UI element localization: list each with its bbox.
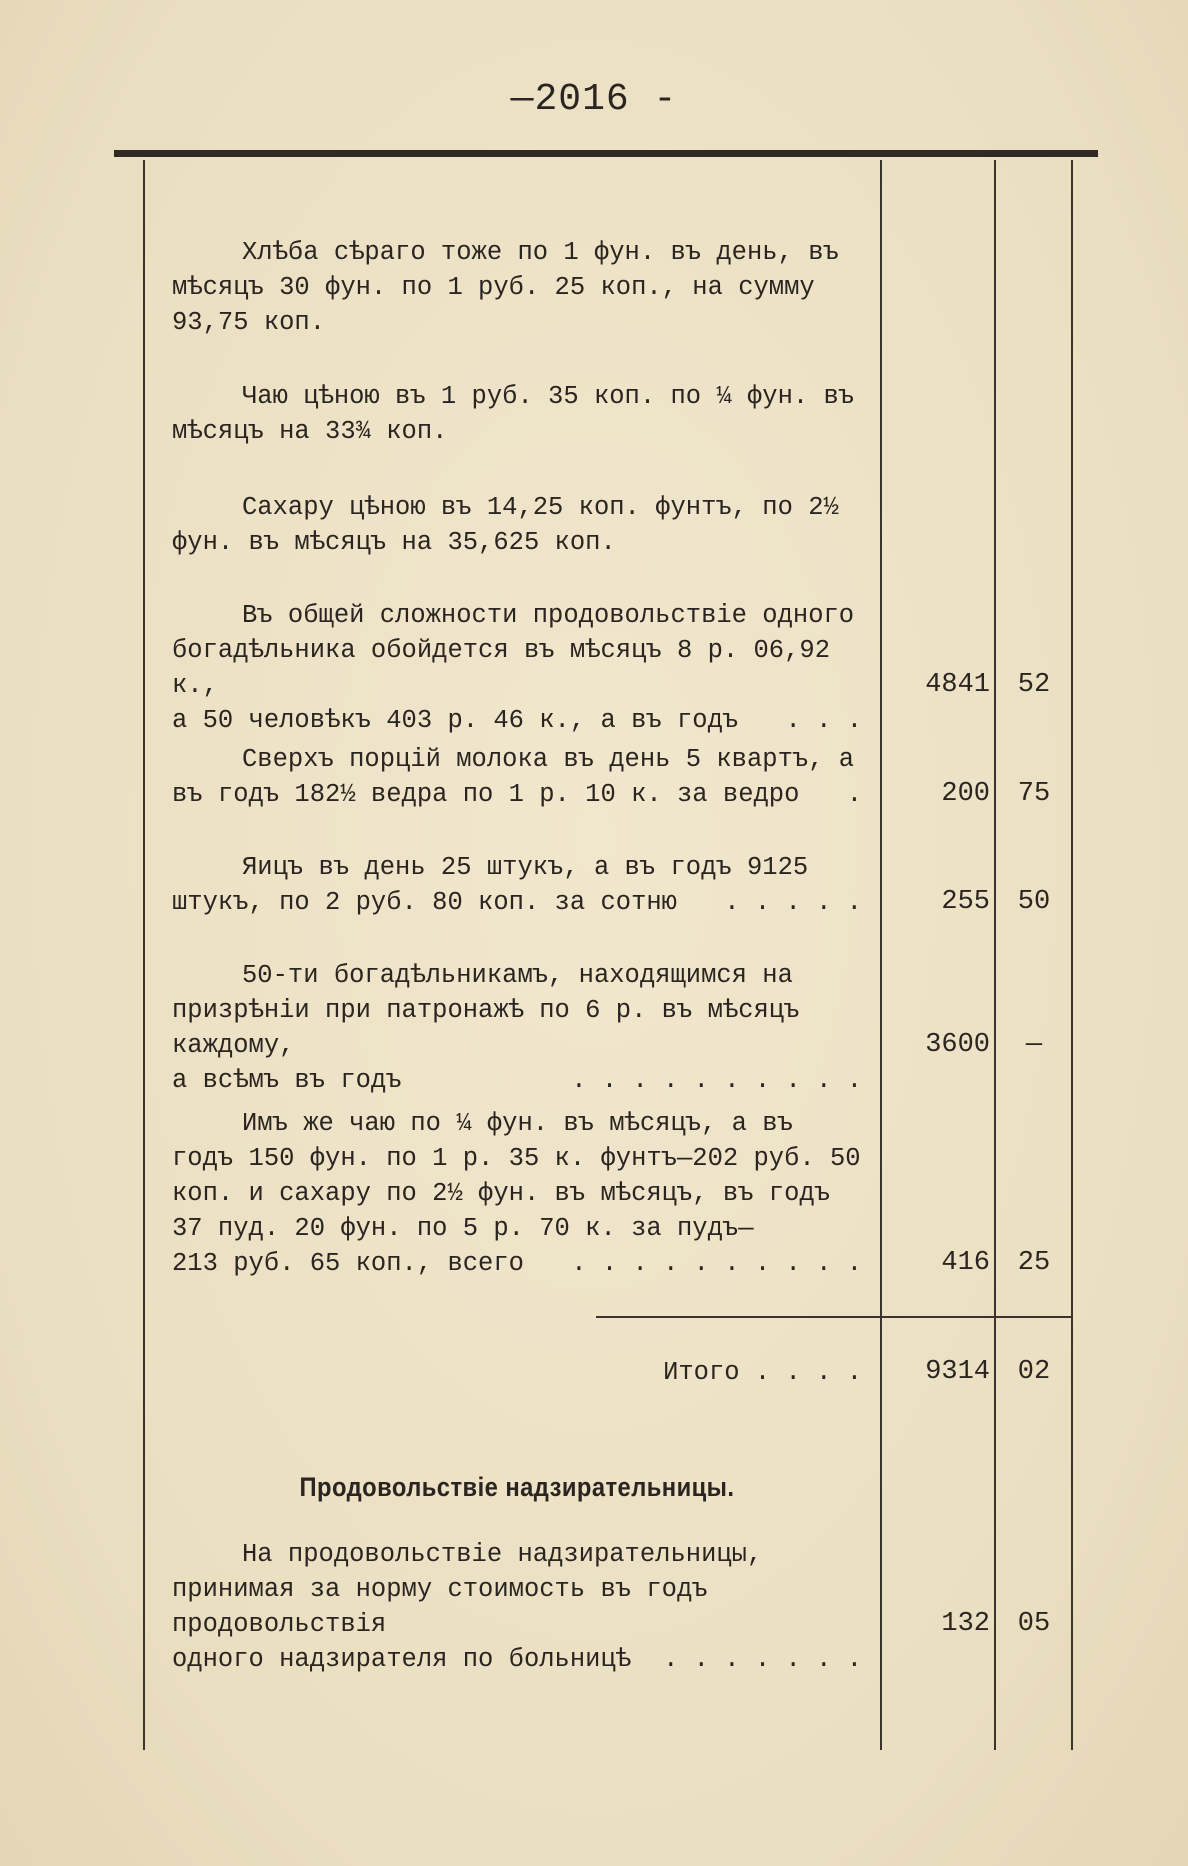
dot-leader: . . . . . bbox=[724, 888, 862, 917]
amount-kopecks: 25 bbox=[1017, 1248, 1051, 1278]
amount-kopecks: 05 bbox=[1017, 1609, 1051, 1639]
amount-rubles: 200 bbox=[941, 779, 990, 809]
amount-kopecks: 52 bbox=[1017, 670, 1051, 700]
kop-column-rule-right bbox=[1071, 160, 1073, 1750]
total-label: Итого . . . . bbox=[663, 1358, 862, 1387]
entry-eggs bbox=[172, 850, 862, 920]
amount-kopecks: 50 bbox=[1017, 887, 1051, 917]
entry-tea-sugar-patronage bbox=[172, 1106, 862, 1281]
amount-rubles: 132 bbox=[941, 1609, 990, 1639]
entry-milk bbox=[172, 742, 862, 812]
total-kopecks: 02 bbox=[1017, 1357, 1051, 1387]
left-column-rule bbox=[143, 160, 145, 1750]
entry-matron-provisions bbox=[172, 1537, 862, 1677]
entry-text: Яицъ въ день 25 штукъ, а въ годъ 9125 bbox=[242, 853, 809, 882]
entry-text: Чаю цѣною въ 1 руб. 35 коп. по ¼ фун. въ мѣсяцъ на 33¾ коп. bbox=[172, 382, 855, 446]
sum-rule bbox=[596, 1316, 1071, 1318]
entry-text-last-line: въ годъ 182½ ведра по 1 р. 10 к. за ведро bbox=[172, 780, 815, 809]
top-rule bbox=[114, 150, 1098, 157]
entry-text: Имъ же чаю по ¼ фун. въ мѣсяцъ, а въ годъ 150 фун. по 1 р. 35 к. фунтъ—202 руб. 50 коп. и сахару по 2½ фун. въ мѣсяцъ, въ годъ 37 пуд. 20 фун. по 5 р. 70 к. за пудъ— bbox=[172, 1109, 861, 1243]
entry-text-last-line: 213 руб. 65 коп., всего bbox=[172, 1249, 540, 1278]
entry-sugar bbox=[172, 490, 862, 560]
entry-tea bbox=[172, 379, 862, 449]
entry-text: На продовольствіе надзирательницы, принимая за норму стоимость въ годъ продовольствія bbox=[172, 1540, 763, 1639]
dot-leader: . bbox=[846, 780, 862, 809]
entry-text: Сверхъ порцій молока въ день 5 квартъ, а bbox=[242, 745, 855, 774]
entry-text: Въ общей сложности продовольствіе одного богадѣльника обойдется въ мѣсяцъ 8 р. 06,92 к., bbox=[172, 601, 855, 700]
amount-kopecks: 75 bbox=[1017, 779, 1051, 809]
page-number: —2016 - bbox=[510, 78, 678, 121]
dot-leader: . . . bbox=[785, 706, 862, 735]
entry-total-provisions bbox=[172, 598, 862, 738]
amount-rubles: 255 bbox=[941, 887, 990, 917]
rub-column-rule-left bbox=[880, 160, 882, 1750]
entry-text: Хлѣба сѣраго тоже по 1 фун. въ день, въ мѣсяцъ 30 фун. по 1 руб. 25 коп., на сумму 93,75 коп. bbox=[172, 238, 839, 337]
entry-text: 50-ти богадѣльникамъ, находящимся на призрѣніи при патронажѣ по 6 р. въ мѣсяцъ каждому, bbox=[172, 961, 800, 1060]
amount-kopecks: — bbox=[1025, 1030, 1043, 1060]
entry-text: Сахару цѣною въ 14,25 коп. фунтъ, по 2½ фун. въ мѣсяцъ на 35,625 коп. bbox=[172, 493, 839, 557]
entry-patronage bbox=[172, 958, 862, 1098]
entry-text-last-line: а 50 человѣкъ 403 р. 46 к., а въ годъ bbox=[172, 706, 754, 735]
entry-text-last-line: штукъ, по 2 руб. 80 коп. за сотню bbox=[172, 888, 693, 917]
kop-column-rule-left bbox=[994, 160, 996, 1750]
entry-grey-bread bbox=[172, 235, 862, 340]
amount-rubles: 3600 bbox=[925, 1030, 990, 1060]
dot-leader: . . . . . . . bbox=[663, 1645, 862, 1674]
section-heading: Продовольствіе надзирательницы. bbox=[299, 1472, 735, 1502]
amount-rubles: 416 bbox=[941, 1248, 990, 1278]
amount-rubles: 4841 bbox=[925, 670, 990, 700]
dot-leader: . . . . . . . . . . bbox=[571, 1249, 862, 1278]
entry-text-last-line: одного надзирателя по больницѣ bbox=[172, 1645, 647, 1674]
entry-text-last-line: а всѣмъ въ годъ bbox=[172, 1066, 417, 1095]
total-rubles: 9314 bbox=[925, 1357, 990, 1387]
dot-leader: . . . . . . . . . . bbox=[571, 1066, 862, 1095]
